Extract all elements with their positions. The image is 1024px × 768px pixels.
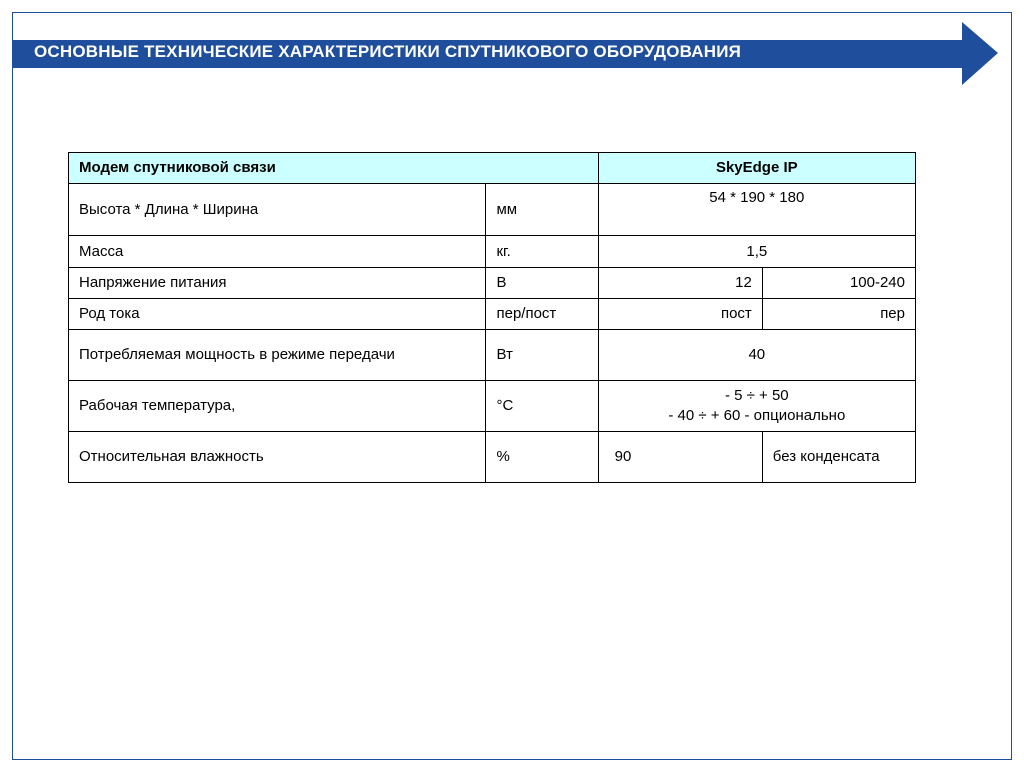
- param-cell: Высота * Длина * Ширина: [69, 184, 486, 236]
- param-cell: Рабочая температура,: [69, 381, 486, 432]
- table-row: [69, 299, 916, 330]
- param-cell: Род тока: [69, 299, 486, 330]
- value-line-1: - 5 ÷ + 50: [724, 387, 789, 404]
- value-b-cell: 100-240: [762, 268, 915, 299]
- value-b-cell: без конденсата: [762, 432, 915, 483]
- unit-cell: пер/пост: [486, 299, 598, 330]
- page-title: ОСНОВНЫЕ ТЕХНИЧЕСКИЕ ХАРАКТЕРИСТИКИ СПУТНИКОВОГО ОБОРУДОВАНИЯ: [34, 42, 742, 61]
- value-b-cell: пер: [762, 299, 915, 330]
- unit-cell: Вт: [486, 330, 598, 381]
- specs-table: [68, 152, 916, 483]
- value-cell: 40: [598, 330, 915, 381]
- value-cell: 54 * 190 * 180: [598, 184, 915, 236]
- unit-cell: °С: [486, 381, 598, 432]
- param-cell: Относительная влажность: [69, 432, 486, 483]
- value-a-cell: 12: [598, 268, 762, 299]
- header-model-cell: SkyEdge IP: [598, 153, 915, 184]
- value-cell: [598, 381, 915, 432]
- table-row: [69, 432, 916, 483]
- value-a-cell: 90: [598, 432, 762, 483]
- table-row: [69, 381, 916, 432]
- table-header-row: [69, 153, 916, 184]
- param-cell: Потребляемая мощность в режиме передачи: [69, 330, 486, 381]
- value-line-2: - 40 ÷ + 60 - опционально: [668, 407, 846, 424]
- unit-cell: мм: [486, 184, 598, 236]
- param-cell: Напряжение питания: [69, 268, 486, 299]
- table-row: [69, 184, 916, 236]
- value-cell: 1,5: [598, 236, 915, 268]
- table-row: [69, 268, 916, 299]
- unit-cell: В: [486, 268, 598, 299]
- value-a-cell: пост: [598, 299, 762, 330]
- unit-cell: %: [486, 432, 598, 483]
- unit-cell: кг.: [486, 236, 598, 268]
- table-row: [69, 236, 916, 268]
- param-cell: Масса: [69, 236, 486, 268]
- title-banner: [12, 22, 998, 85]
- table-row: [69, 330, 916, 381]
- header-label-cell: Модем спутниковой связи: [69, 153, 599, 184]
